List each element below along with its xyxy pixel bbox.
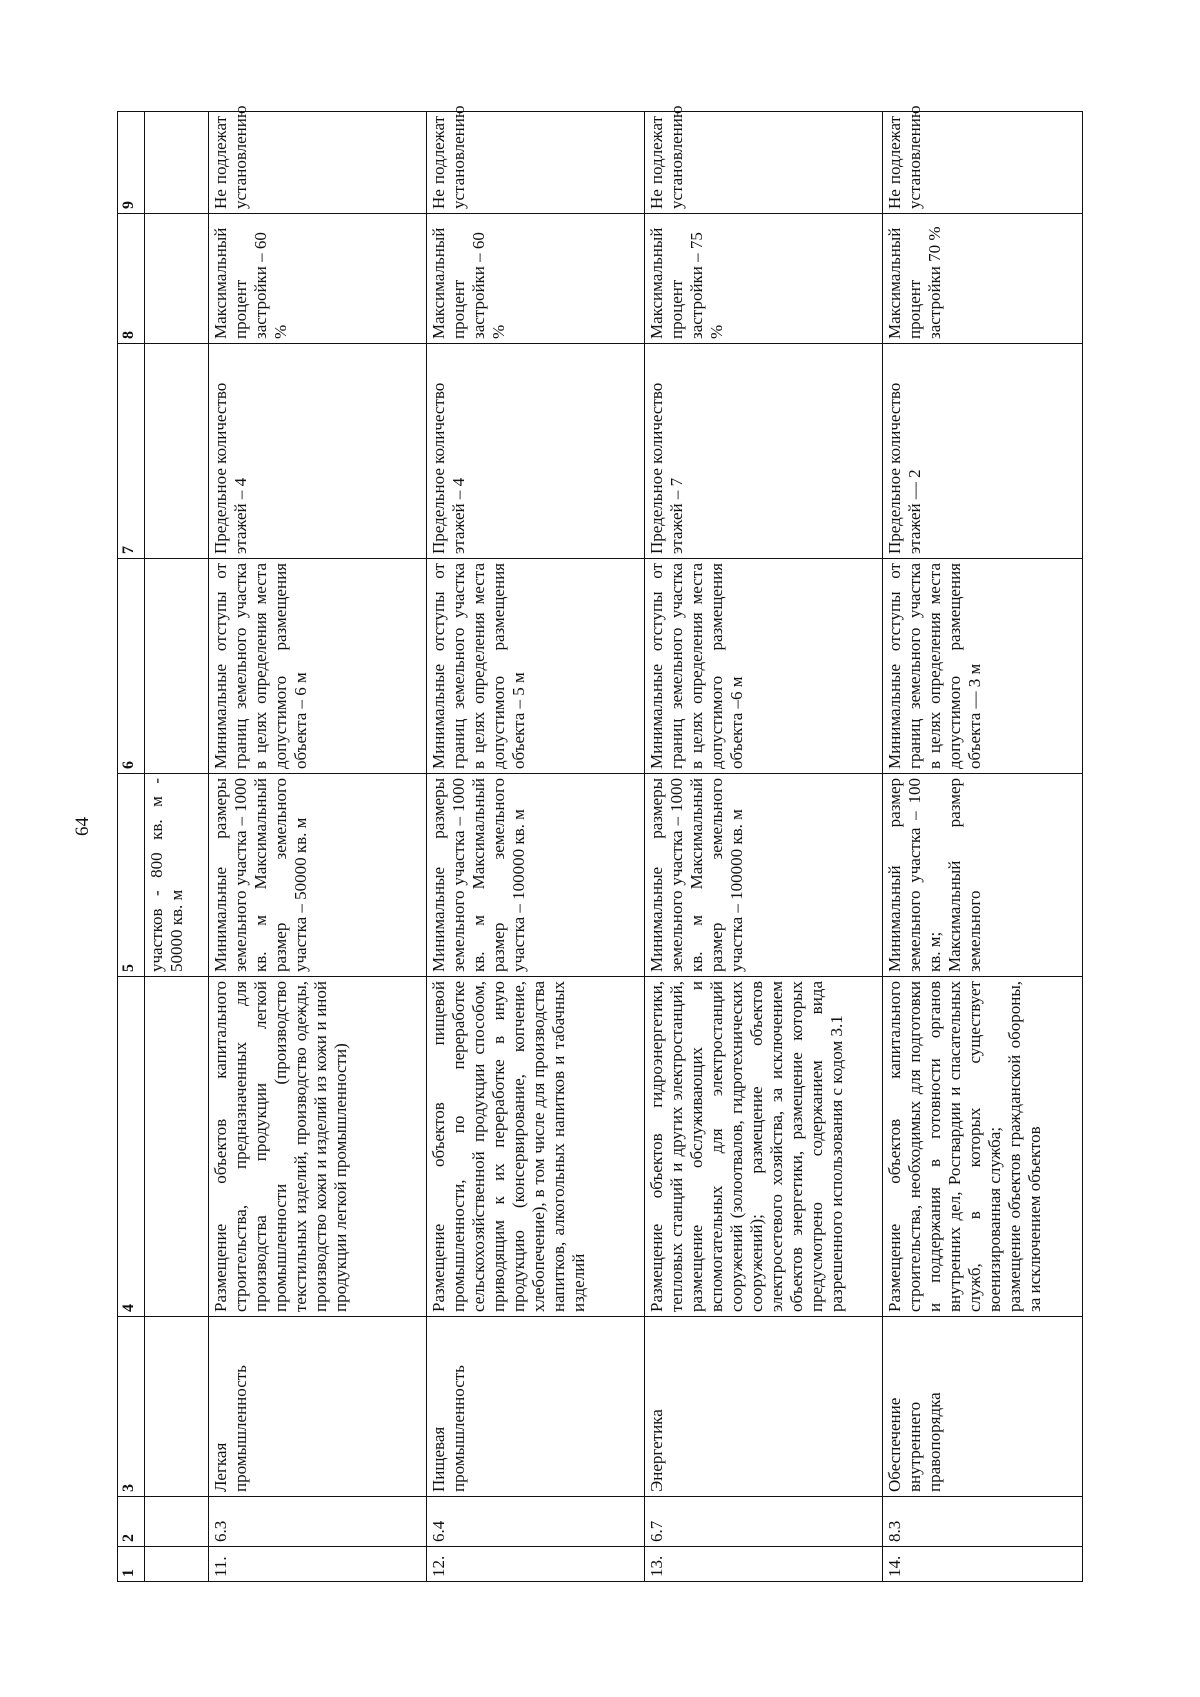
floors-cell: Предельное количество этажей – 4 [209, 344, 427, 559]
page-number: 64 [72, 817, 93, 836]
other-params-cell: Не подлежат установлению [645, 112, 883, 214]
setback-cell: Минимальные отступы от границ земельного участка в целях определения места допустимого размещения объекта — 3 м [883, 559, 1083, 774]
use-code-cell: 6.7 [645, 1497, 883, 1547]
use-description-cell: Размещение объектов капитального строительства, предназначенных для производства продукции легкой промышленности (производство текстильных изделий, производство одежды, производство кожи и изделий из кожи и иной продукции легкой промышленности) [209, 977, 427, 1317]
coverage-cell: Максимальный процент застройки 70 % [883, 214, 1083, 344]
column-number-cell: 8 [118, 214, 145, 344]
plot-size-line: Максимальный размер земельного [945, 778, 984, 972]
use-name-cell: Пищевая промышленность [427, 1317, 645, 1497]
column-number-cell: 2 [118, 1497, 145, 1547]
coverage-cell: Максимальный процент застройки – 60 % [427, 214, 645, 344]
table-cell [145, 1497, 209, 1547]
use-code-cell: 6.4 [427, 1497, 645, 1547]
floors-cell: Предельное количество этажей – 4 [427, 344, 645, 559]
row-number-cell: 14. [883, 1547, 1083, 1582]
zoning-regulations-table [117, 105, 1083, 1582]
use-name-cell: Легкая промышленность [209, 1317, 427, 1497]
row-number-cell: 11. [209, 1547, 427, 1582]
table-row [209, 112, 427, 1582]
table-cell [145, 1317, 209, 1497]
use-code-cell: 8.3 [883, 1497, 1083, 1547]
table-cell [145, 344, 209, 559]
description-paragraph: размещение объектов гражданской обороны, за исключением объектов [1005, 981, 1044, 1312]
use-description-cell: Размещение объектов гидроэнергетики, тепловых станций и других электростанций, размещение обслуживающих и вспомогательных для электростанций сооружений (золоотвалов, гидротехнических сооружений); размещение объектов электросетевого хозяйства, за исключением объектов энергетики, размещение которых предусмотрено содержанием вида разрешенного использования с кодом 3.1 [645, 977, 883, 1317]
table-row [883, 112, 1083, 1582]
table-row [427, 112, 645, 1582]
floors-cell: Предельное количество этажей – 7 [645, 344, 883, 559]
plot-size-cell: Минимальные размеры земельного участка – 1000 кв. м Максимальный размер земельного участка – 50000 кв. м [209, 774, 427, 977]
plot-size-cell: Минимальные размеры земельного участка – 1000 кв. м Максимальный размер земельного участка – 100000 кв. м [645, 774, 883, 977]
plot-size-continuation-cell: участков - 800 кв. м - 50000 кв. м [145, 774, 209, 977]
table-cell [145, 112, 209, 214]
table-cell [145, 977, 209, 1317]
column-number-cell: 7 [118, 344, 145, 559]
continuation-row [145, 112, 209, 1582]
table-cell [145, 1547, 209, 1582]
other-params-cell: Не подлежат установлению [209, 112, 427, 214]
column-number-cell: 4 [118, 977, 145, 1317]
other-params-cell: Не подлежат установлению [883, 112, 1083, 214]
use-name-cell: Обеспечение внутреннего правопорядка [883, 1317, 1083, 1497]
plot-size-cell [883, 774, 1083, 977]
column-number-cell: 6 [118, 559, 145, 774]
use-code-cell: 6.3 [209, 1497, 427, 1547]
rotated-table-container [117, 105, 1092, 1582]
column-number-header-row [118, 112, 145, 1582]
other-params-cell: Не подлежат установлению [427, 112, 645, 214]
table-row [645, 112, 883, 1582]
setback-cell: Минимальные отступы от границ земельного участка в целях определения места допустимого размещения объекта – 5 м [427, 559, 645, 774]
description-paragraph: Размещение объектов капитального строительства, необходимых для подготовки и поддержания в готовности органов внутренних дел, Росгвардии и спасательных служб, в которых существует военизированная служба; [885, 981, 1004, 1312]
table-cell [145, 214, 209, 344]
use-description-cell [883, 977, 1083, 1317]
plot-size-line: Минимальный размер земельного участка – 100 кв. м; [885, 778, 944, 972]
column-number-cell: 9 [118, 112, 145, 214]
row-number-cell: 13. [645, 1547, 883, 1582]
use-description-cell: Размещение объектов пищевой промышленности, по переработке сельскохозяйственной продукции способом, приводящим к их переработке в иную продукцию (консервирование, копчение, хлебопечение), в том числе для производства напитков, алкогольных напитков и табачных изделий [427, 977, 645, 1317]
plot-size-cell: Минимальные размеры земельного участка – 1000 кв. м Максимальный размер земельного участка – 100000 кв. м [427, 774, 645, 977]
setback-cell: Минимальные отступы от границ земельного участка в целях определения места допустимого размещения объекта – 6 м [209, 559, 427, 774]
coverage-cell: Максимальный процент застройки – 60 % [209, 214, 427, 344]
row-number-cell: 12. [427, 1547, 645, 1582]
table-cell [145, 559, 209, 774]
column-number-cell: 1 [118, 1547, 145, 1582]
setback-cell: Минимальные отступы от границ земельного участка в целях определения места допустимого размещения объекта –6 м [645, 559, 883, 774]
use-name-cell: Энергетика [645, 1317, 883, 1497]
column-number-cell: 3 [118, 1317, 145, 1497]
floors-cell: Предельное количество этажей — 2 [883, 344, 1083, 559]
coverage-cell: Максимальный процент застройки – 75 % [645, 214, 883, 344]
column-number-cell: 5 [118, 774, 145, 977]
